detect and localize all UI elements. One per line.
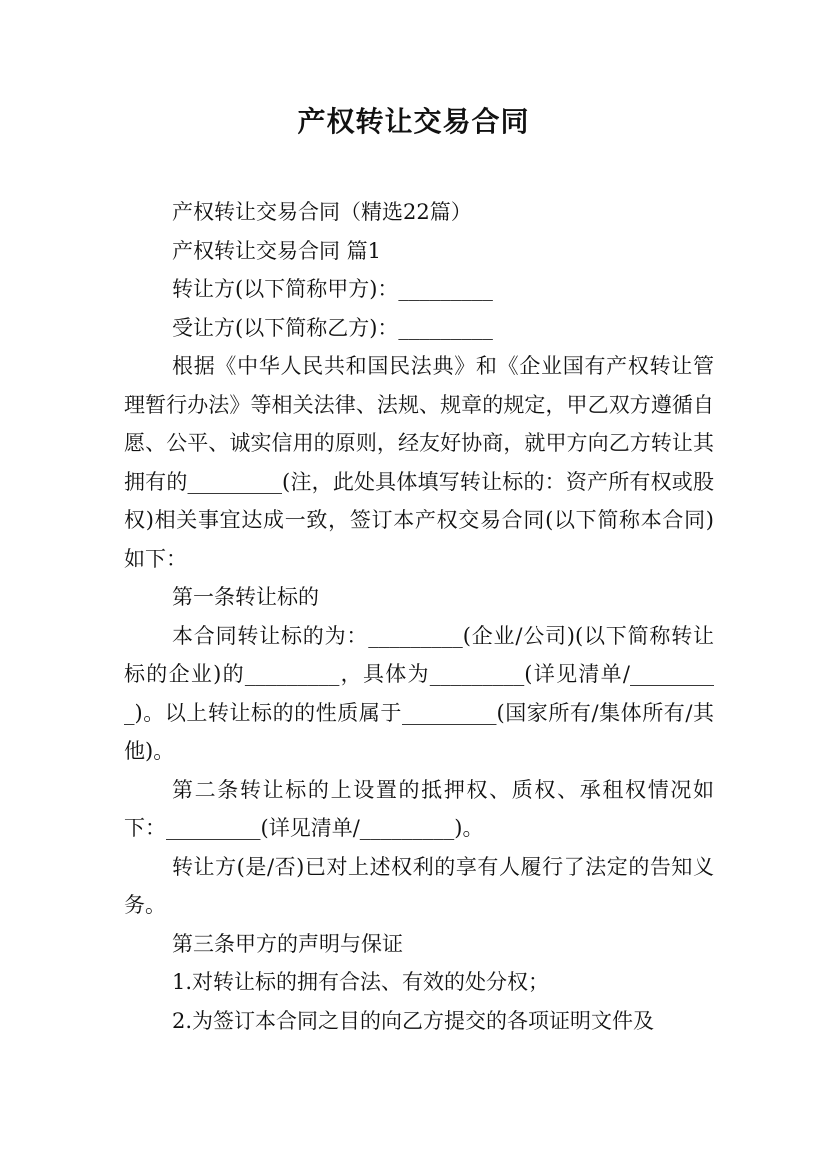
paragraph-transferee: 受让方(以下简称乙方)：_________: [172, 315, 493, 340]
paragraph-preamble: 根据《中华人民共和国民法典》和《企业国有产权转让管理暂行办法》等相关法律、法规、规章的规定，甲乙双方遵循自愿、公平、诚实信用的原则，经友好协商，就甲方向乙方转让其拥有的_________(注，此处具体填写转让标的：资产所有权或股权)相关事宜达成一致，签订本产权交易合同(以下简称本合同)如下：: [124, 354, 714, 571]
paragraph-article-1-body: 本合同转让标的为：_________(企业/公司)(以下简称转让标的企业)的_________，具体为_________(详见清单/_________)。以上转让标的的性质属于_________(国家所有/集体所有/其他)。: [124, 623, 714, 763]
paragraph-subtitle: 产权转让交易合同（精选22篇）: [172, 200, 472, 224]
paragraph-item-1: 1.对转让标的拥有合法、有效的处分权；: [172, 970, 550, 994]
document-title: 产权转让交易合同: [297, 105, 530, 138]
document-body: [124, 193, 714, 1040]
paragraph-notice: 转让方(是/否)已对上述权利的享有人履行了法定的告知义务。: [124, 854, 714, 917]
paragraph-chapter-heading: 产权转让交易合同 篇1: [172, 238, 382, 263]
paragraph-transferor: 转让方(以下简称甲方)：_________: [172, 277, 493, 301]
paragraph-item-2: 2.为签订本合同之目的向乙方提交的各项证明文件及: [172, 1008, 655, 1033]
paragraph-article-3-heading: 第三条甲方的声明与保证: [172, 931, 403, 956]
paragraph-article-2: 第二条转让标的上设置的抵押权、质权、承租权情况如下：_________(详见清单/_________)。: [124, 777, 714, 840]
paragraph-article-1-heading: 第一条转让标的: [172, 585, 319, 609]
